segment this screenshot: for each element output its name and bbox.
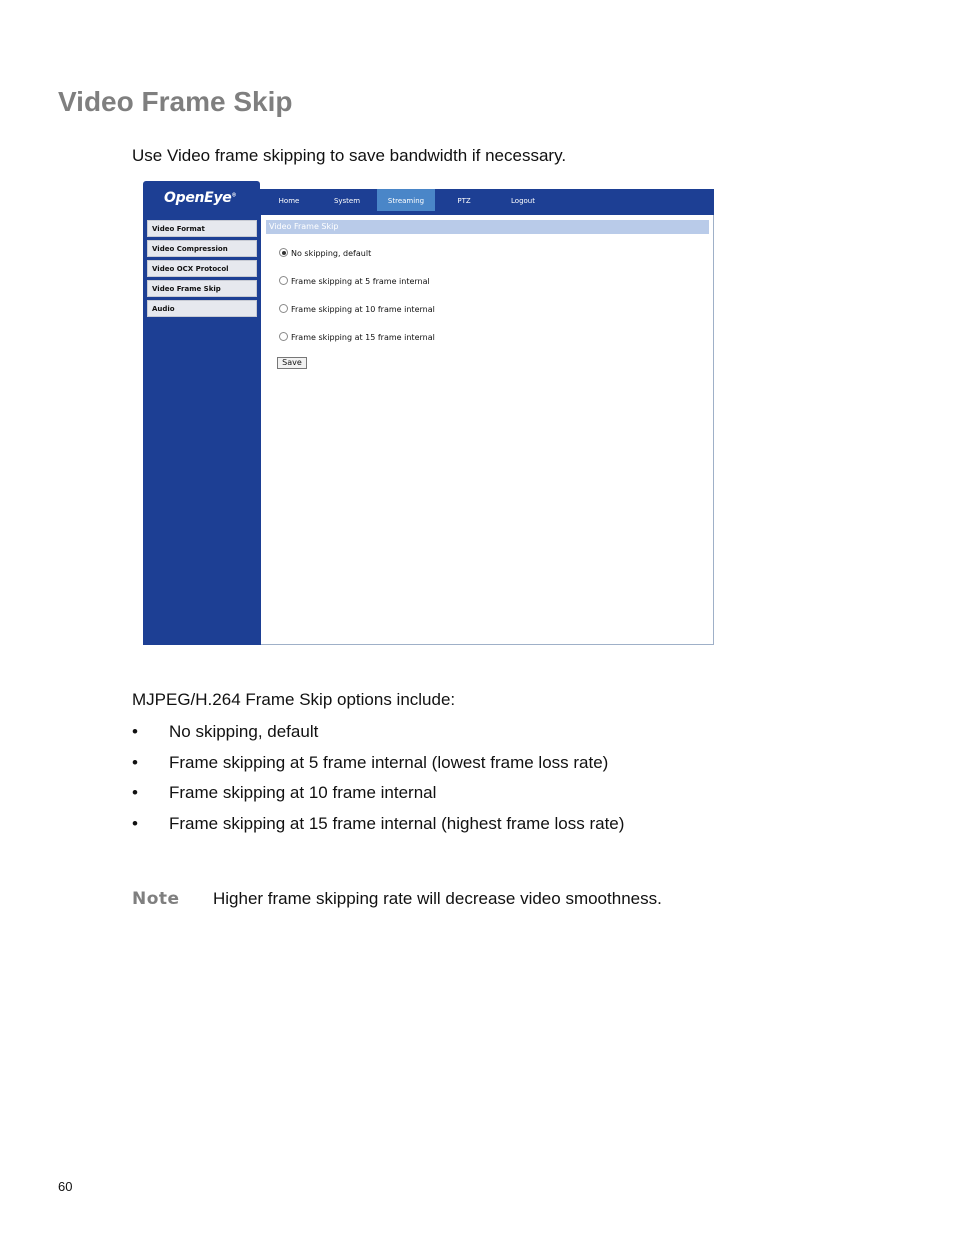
bullet-icon: •	[132, 813, 138, 833]
sidebar-item-video-frame-skip[interactable]: Video Frame Skip	[147, 280, 257, 297]
bullet-icon: •	[132, 722, 138, 741]
list-item-text: No skipping, default	[169, 722, 319, 741]
save-button[interactable]: Save	[277, 357, 307, 369]
openeye-logo	[164, 190, 236, 206]
camera-ui-screenshot	[143, 181, 714, 645]
nav-system[interactable]: System	[333, 197, 361, 205]
nav-streaming[interactable]: Streaming	[377, 189, 435, 211]
content-area	[143, 215, 714, 645]
logo-text: OpenEye	[164, 190, 232, 206]
option-label: Frame skipping at 10 frame internal	[291, 305, 435, 314]
list-item-text: Frame skipping at 15 frame internal (highest frame loss rate)	[169, 813, 625, 833]
option-no-skipping[interactable]	[279, 248, 371, 259]
list-item-text: Frame skipping at 10 frame internal	[169, 783, 437, 802]
nav-logout[interactable]: Logout	[511, 197, 535, 205]
section-title-bar: Video Frame Skip	[266, 220, 709, 234]
nav-ptz[interactable]: PTZ	[457, 197, 471, 205]
page-number: 60	[58, 1179, 73, 1194]
option-label: Frame skipping at 5 frame internal	[291, 277, 430, 286]
options-list-intro: MJPEG/H.264 Frame Skip options include:	[132, 690, 456, 709]
nav-home[interactable]: Home	[278, 197, 300, 205]
option-skip-5[interactable]	[279, 276, 430, 287]
option-label: Frame skipping at 15 frame internal	[291, 333, 435, 342]
option-label: No skipping, default	[291, 249, 372, 258]
bullet-icon: •	[132, 783, 138, 802]
radio-icon[interactable]	[279, 304, 288, 313]
logo-registered-mark: ®	[231, 192, 237, 199]
page-title: Video Frame Skip	[58, 86, 293, 117]
option-skip-15[interactable]	[279, 332, 435, 343]
list-item-text: Frame skipping at 5 frame internal (lowest frame loss rate)	[169, 752, 609, 772]
sidebar-item-video-compression[interactable]: Video Compression	[147, 240, 257, 257]
note-text: Higher frame skipping rate will decrease video smoothness.	[213, 889, 662, 908]
option-skip-10[interactable]	[279, 304, 435, 315]
bullet-icon: •	[132, 752, 138, 772]
sidebar-item-audio[interactable]: Audio	[147, 300, 257, 317]
sidebar-item-video-ocx-protocol[interactable]: Video OCX Protocol	[147, 260, 257, 277]
radio-icon[interactable]	[279, 276, 288, 285]
radio-selected-icon[interactable]	[279, 248, 288, 257]
sidebar-item-video-format[interactable]: Video Format	[147, 220, 257, 237]
intro-text: Use Video frame skipping to save bandwidth if necessary.	[132, 146, 567, 165]
note-label: Note	[132, 889, 180, 909]
radio-icon[interactable]	[279, 332, 288, 341]
sidebar	[143, 215, 261, 645]
